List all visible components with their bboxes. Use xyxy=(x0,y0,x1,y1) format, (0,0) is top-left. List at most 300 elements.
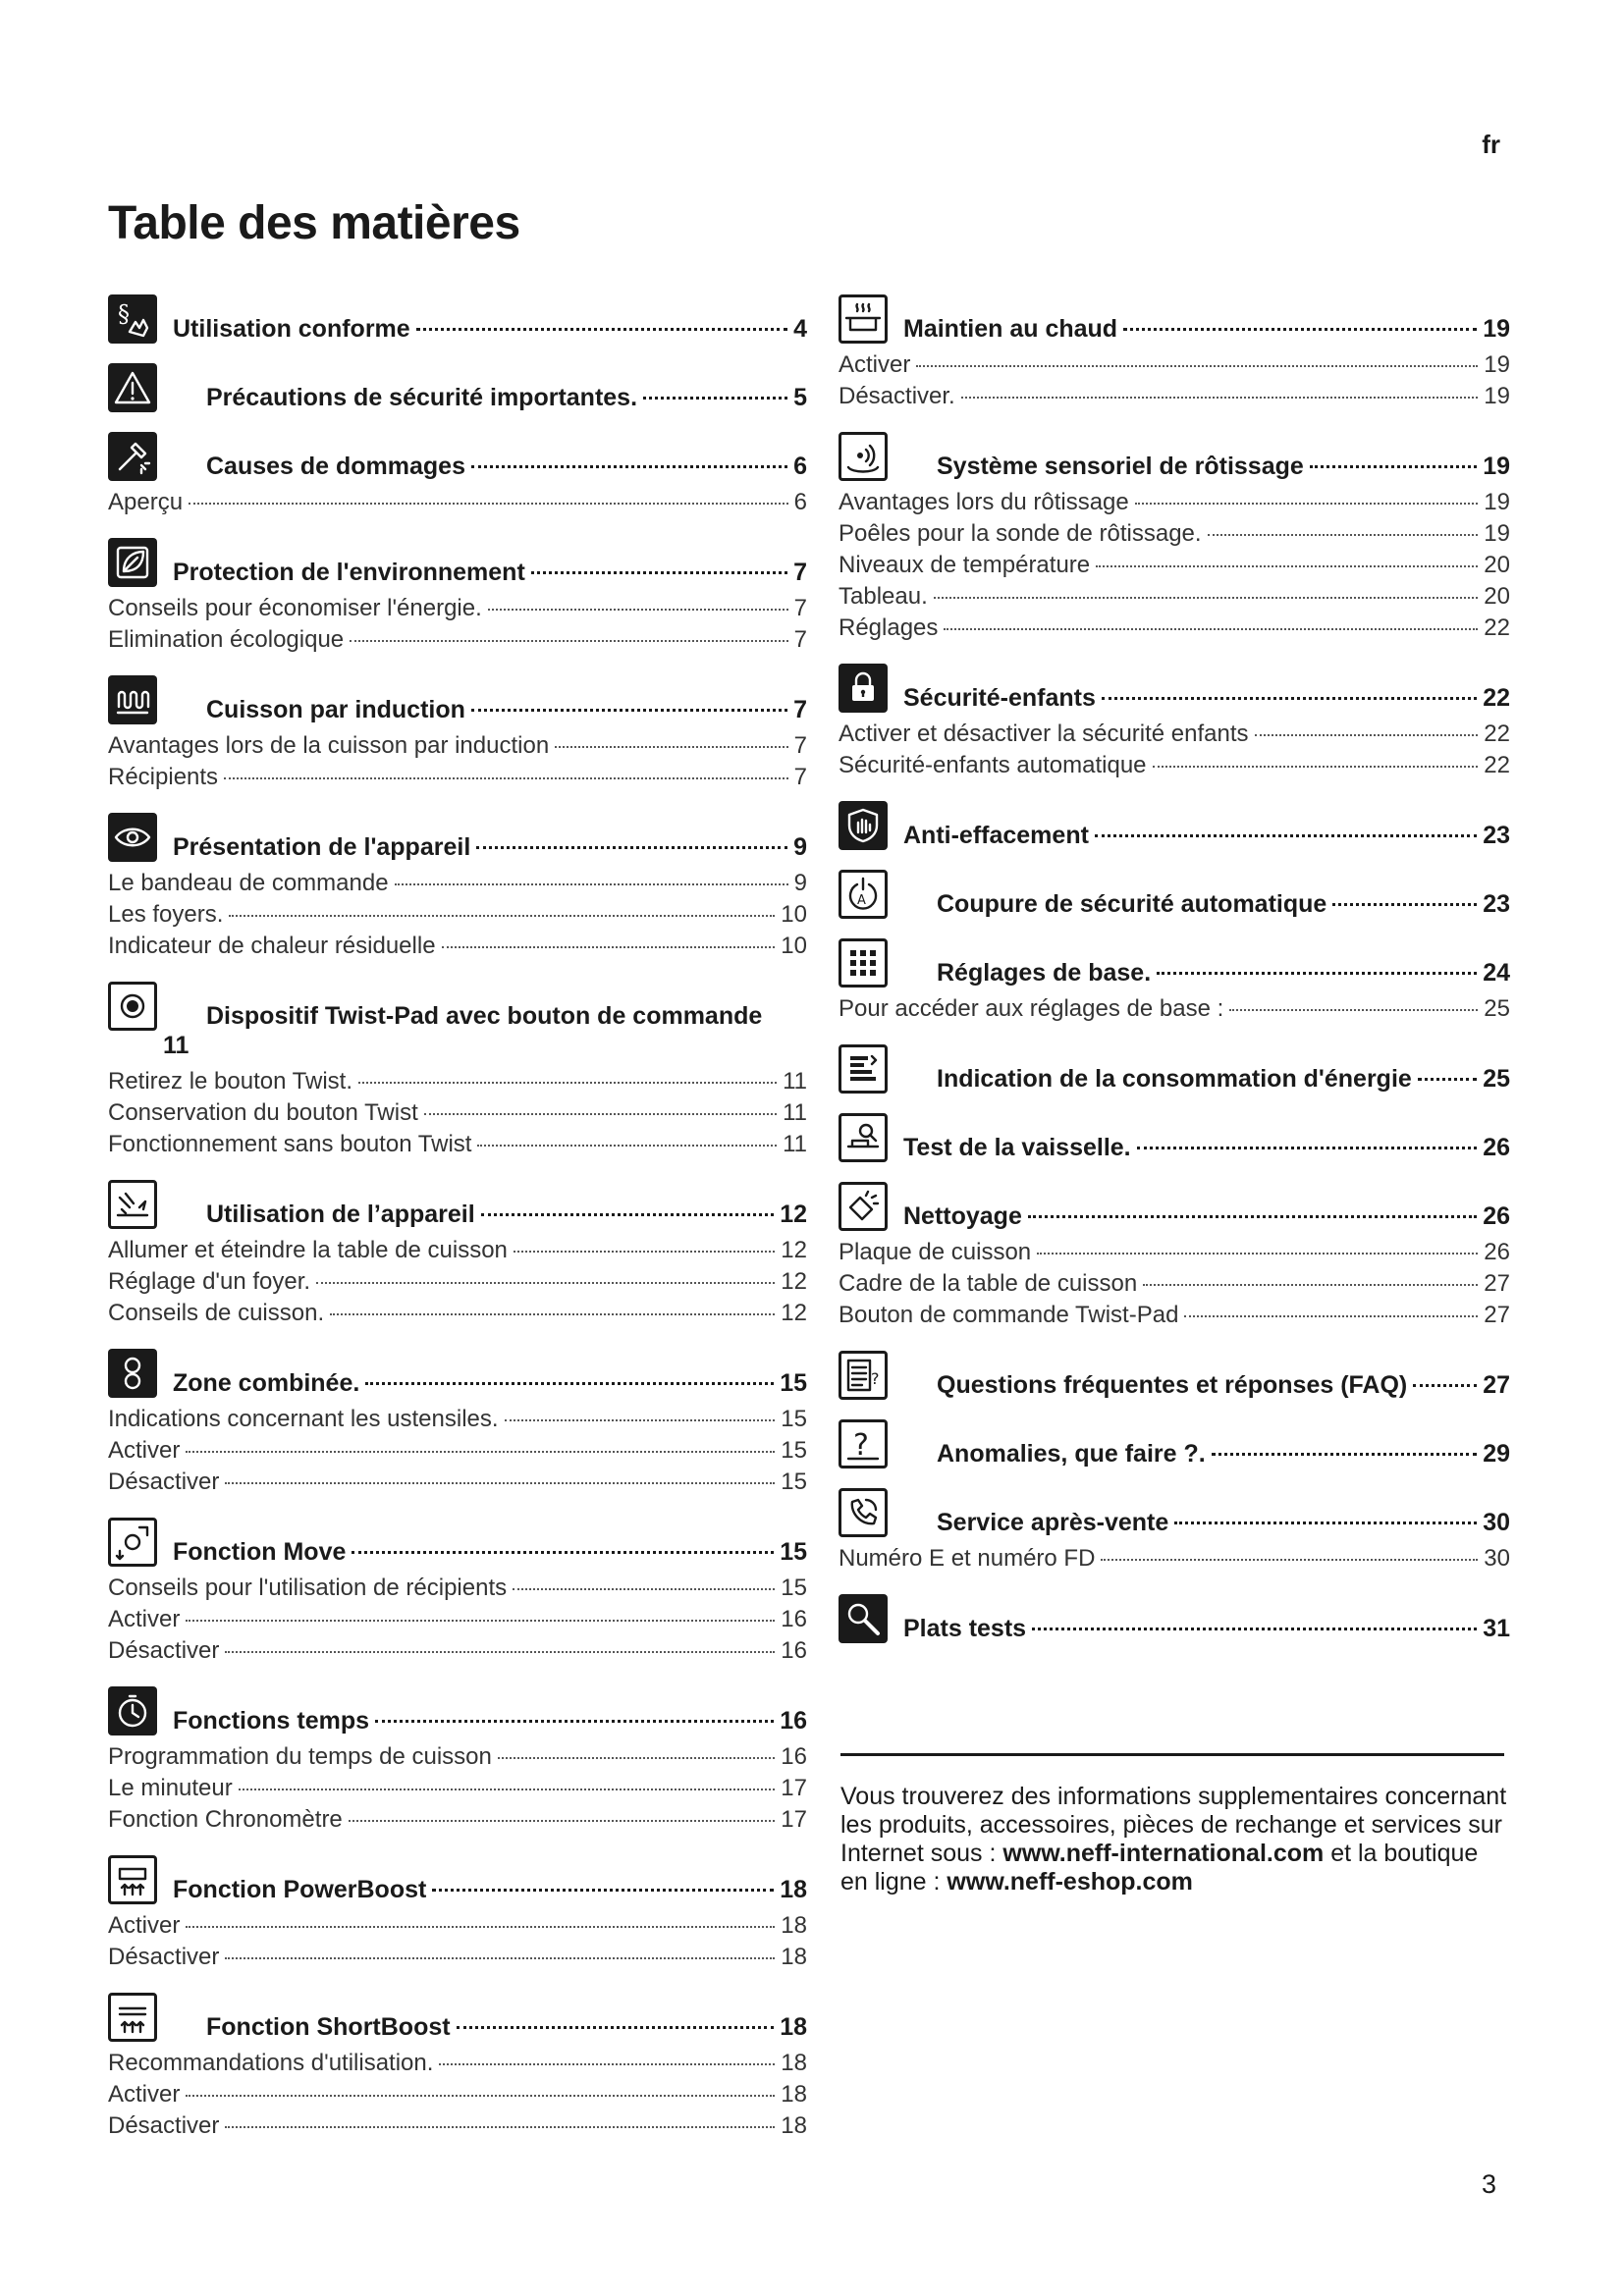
toc-heading xyxy=(173,1875,807,1904)
toc-sub-entry[interactable] xyxy=(108,1604,807,1635)
dot-leader xyxy=(1413,1384,1477,1387)
toc-sub-label: Activer xyxy=(108,1606,181,1632)
toc-heading xyxy=(903,314,1510,344)
toc-sub-page: 11 xyxy=(783,1099,807,1126)
toc-heading-page: 4 xyxy=(793,315,807,343)
toc-sub-page: 18 xyxy=(781,2081,807,2108)
dot-leader xyxy=(225,1651,775,1653)
dot-leader xyxy=(225,1482,775,1484)
toc-heading xyxy=(937,1439,1510,1468)
dot-leader xyxy=(514,1251,775,1253)
toc-heading-row[interactable] xyxy=(839,870,1510,919)
toc-sub-page: 17 xyxy=(781,1775,807,1801)
dot-leader xyxy=(189,503,788,505)
dot-leader xyxy=(1418,1078,1477,1081)
toc-section-zone-combinee xyxy=(108,1349,807,1498)
toc-sub-label: Conservation du bouton Twist xyxy=(108,1099,418,1126)
dot-leader xyxy=(944,628,1478,630)
toc-sub-entry[interactable] xyxy=(108,899,807,931)
toc-sub-entry[interactable] xyxy=(108,1404,807,1435)
toc-sub-entry[interactable] xyxy=(839,750,1510,781)
dot-leader xyxy=(1101,1559,1478,1561)
toc-heading-title: Utilisation de l’appareil xyxy=(206,1201,475,1228)
svg-text:?: ? xyxy=(853,1428,869,1463)
toc-heading-title: Présentation de l'appareil xyxy=(173,833,471,861)
toc-sub-label: Programmation du temps de cuisson xyxy=(108,1743,492,1770)
toc-heading-page: 15 xyxy=(780,1369,807,1397)
toc-heading-row[interactable] xyxy=(108,982,807,1031)
toc-sub-entry[interactable] xyxy=(839,349,1510,381)
toc-sub-label: Fonction Chronomètre xyxy=(108,1806,343,1833)
shortboost-icon xyxy=(108,1993,157,2042)
toc-sub-page: 18 xyxy=(781,1912,807,1939)
info-text-2: et la boutique en ligne : xyxy=(840,1840,1479,1896)
dot-leader xyxy=(471,465,787,468)
toc-heading-page: 26 xyxy=(1483,1202,1510,1230)
dot-leader xyxy=(352,1551,774,1554)
toc-section-test-de-la-vaisselle xyxy=(839,1113,1510,1162)
toc-section-service-apres-vente xyxy=(839,1488,1510,1575)
toc-heading xyxy=(173,314,807,344)
toc-heading-title: Fonction Move xyxy=(173,1538,347,1566)
dot-leader xyxy=(416,328,787,331)
dot-leader xyxy=(1229,1009,1478,1011)
toc-sub-entry[interactable] xyxy=(839,487,1510,518)
toc-section-plats-tests xyxy=(839,1594,1510,1643)
toc-sub-page: 16 xyxy=(781,1606,807,1632)
toc-section-nettoyage xyxy=(839,1182,1510,1331)
toc-heading-title: Service après-vente xyxy=(937,1509,1169,1536)
toc-heading-title: Anomalies, que faire ?. xyxy=(937,1440,1206,1468)
toc-heading-title: Causes de dommages xyxy=(206,453,465,480)
telephone-icon xyxy=(839,1488,888,1537)
toc-sub-entry[interactable] xyxy=(839,1237,1510,1268)
toc-heading xyxy=(173,832,807,862)
toc-sub-label: Pour accéder aux réglages de base : xyxy=(839,995,1224,1022)
toc-sub-label: Désactiver xyxy=(108,1637,220,1664)
toc-sub-page: 18 xyxy=(781,1944,807,1970)
toc-sub-page: 15 xyxy=(781,1575,807,1601)
toc-sub-entry[interactable] xyxy=(108,2048,807,2079)
toc-heading-row[interactable] xyxy=(108,432,807,481)
toc-sub-list xyxy=(839,1237,1510,1331)
dot-leader xyxy=(186,1451,775,1453)
toc-heading-title: Fonctions temps xyxy=(173,1707,370,1735)
toc-heading-row[interactable] xyxy=(108,1855,807,1904)
toc-heading-row[interactable] xyxy=(839,1594,1510,1643)
toc-heading-row[interactable] xyxy=(839,432,1510,481)
toc-section-maintien-au-chaud xyxy=(839,294,1510,412)
info-paragraph xyxy=(840,1783,1508,1896)
toc-sub-label: Cadre de la table de cuisson xyxy=(839,1270,1138,1297)
toc-heading-page: 6 xyxy=(793,453,807,480)
dot-leader xyxy=(330,1313,775,1315)
toc-sub-entry[interactable] xyxy=(108,1298,807,1329)
dot-leader xyxy=(471,709,787,712)
toc-sub-entry[interactable] xyxy=(839,518,1510,550)
toc-heading-row[interactable] xyxy=(839,1044,1510,1094)
toc-heading-page: 5 xyxy=(793,384,807,411)
toc-heading xyxy=(173,1537,807,1567)
toc-sub-list xyxy=(108,593,807,656)
toc-heading-row[interactable] xyxy=(108,1349,807,1398)
toc-sub-page: 7 xyxy=(793,764,807,790)
settings-grid-icon xyxy=(839,938,888,988)
leaf-icon xyxy=(108,538,157,587)
dot-leader xyxy=(1255,734,1479,736)
dot-leader xyxy=(316,1282,775,1284)
toc-sub-entry[interactable] xyxy=(839,550,1510,581)
toc-sub-entry[interactable] xyxy=(839,581,1510,613)
toc-sub-page: 12 xyxy=(781,1237,807,1263)
dot-leader xyxy=(186,2095,775,2097)
toc-heading-title: Questions fréquentes et réponses (FAQ) xyxy=(937,1371,1408,1399)
divider-rule xyxy=(840,1753,1504,1756)
toc-heading-title: Réglages de base. xyxy=(937,959,1152,987)
toc-sub-label: Indicateur de chaleur résiduelle xyxy=(108,933,436,959)
toc-sub-page: 25 xyxy=(1484,995,1510,1022)
dot-leader xyxy=(432,1889,774,1892)
stopwatch-icon xyxy=(108,1686,157,1735)
toc-sub-entry[interactable] xyxy=(108,931,807,962)
toc-sub-page: 27 xyxy=(1484,1302,1510,1328)
toc-sub-list xyxy=(839,349,1510,412)
twist-pad-icon xyxy=(108,982,157,1031)
toc-section-securite-enfants xyxy=(839,664,1510,781)
dot-leader xyxy=(1153,766,1479,768)
toc-section-utilisation-conforme xyxy=(108,294,807,344)
toc-sub-list xyxy=(108,730,807,793)
toc-heading-row[interactable] xyxy=(108,813,807,862)
toc-sub-label: Activer xyxy=(108,1437,181,1464)
toc-section-fonction-shortboost xyxy=(108,1993,807,2142)
padlock-icon xyxy=(839,664,888,713)
toc-sub-entry[interactable] xyxy=(108,1066,807,1097)
toc-sub-page: 19 xyxy=(1484,351,1510,378)
toc-section-anomalies-que-faire xyxy=(839,1419,1510,1468)
toc-heading-row[interactable] xyxy=(839,664,1510,713)
toc-sub-entry[interactable] xyxy=(108,1741,807,1773)
toc-sub-label: Conseils pour l'utilisation de récipients xyxy=(108,1575,508,1601)
toc-sub-list xyxy=(108,487,807,518)
eye-icon xyxy=(108,813,157,862)
toc-heading xyxy=(937,452,1510,481)
dot-leader xyxy=(424,1113,777,1115)
toc-sub-list xyxy=(108,1573,807,1667)
toc-sub-label: Niveaux de température xyxy=(839,552,1091,578)
dot-leader xyxy=(350,640,787,642)
toc-section-protection-de-l-environnement xyxy=(108,538,807,656)
toc-heading-title: Protection de l'environnement xyxy=(173,559,525,586)
toc-heading-row[interactable] xyxy=(839,1351,1510,1400)
toc-section-systeme-sensoriel-de-rotissage xyxy=(839,432,1510,644)
toc-heading-page: 31 xyxy=(1483,1615,1510,1642)
toc-sub-entry[interactable] xyxy=(839,381,1510,412)
toc-sub-entry[interactable] xyxy=(839,993,1510,1025)
toc-heading-title: Coupure de sécurité automatique xyxy=(937,890,1327,918)
toc-sub-entry[interactable] xyxy=(839,719,1510,750)
toc-heading xyxy=(937,1508,1510,1537)
toc-sub-label: Bouton de commande Twist-Pad xyxy=(839,1302,1179,1328)
question-mark-icon xyxy=(839,1419,888,1468)
toc-sub-label: Avantages lors du rôtissage xyxy=(839,489,1129,515)
toc-heading-page: 27 xyxy=(1483,1371,1510,1399)
toc-heading-row[interactable] xyxy=(839,294,1510,344)
page-title: Table des matières xyxy=(108,197,520,249)
toc-sub-label: Conseils de cuisson. xyxy=(108,1300,325,1326)
toc-heading-row[interactable] xyxy=(108,363,807,412)
toc-sub-page: 15 xyxy=(781,1468,807,1495)
toc-sub-page: 20 xyxy=(1484,583,1510,610)
dot-leader xyxy=(1174,1522,1477,1524)
dot-leader xyxy=(481,1213,775,1216)
toc-sub-entry[interactable] xyxy=(108,593,807,624)
toc-sub-list xyxy=(108,1910,807,1973)
dot-leader xyxy=(498,1757,775,1759)
toc-sub-list xyxy=(839,719,1510,781)
toc-heading-title: Test de la vaisselle. xyxy=(903,1134,1131,1161)
svg-text:§: § xyxy=(118,300,130,328)
toc-heading-row[interactable] xyxy=(108,675,807,724)
page-number: 3 xyxy=(1481,2169,1496,2199)
toc-sub-label: Elimination écologique xyxy=(108,626,345,653)
toc-heading xyxy=(206,452,807,481)
toc-sub-label: Recommandations d'utilisation. xyxy=(108,2050,434,2076)
toc-heading-title: Utilisation conforme xyxy=(173,315,410,343)
toc-sub-list xyxy=(108,1741,807,1836)
toc-heading-page: 26 xyxy=(1483,1134,1510,1161)
language-code: fr xyxy=(1482,130,1500,159)
dot-leader xyxy=(555,746,787,748)
toc-section-coupure-de-securite-automatique xyxy=(839,870,1510,919)
toc-heading-title: Sécurité-enfants xyxy=(903,684,1096,712)
dot-leader xyxy=(1184,1315,1478,1317)
toc-heading-row[interactable] xyxy=(839,801,1510,850)
dot-leader xyxy=(505,1419,776,1421)
toc-sub-entry[interactable] xyxy=(108,1804,807,1836)
toc-sub-page: 11 xyxy=(783,1131,807,1157)
toc-sub-page: 16 xyxy=(781,1743,807,1770)
combined-zone-icon xyxy=(108,1349,157,1398)
dot-leader xyxy=(457,2026,775,2029)
toc-heading-row[interactable] xyxy=(108,294,807,344)
dot-leader xyxy=(365,1382,774,1385)
toc-heading xyxy=(903,1133,1510,1162)
toc-sub-list xyxy=(108,1235,807,1329)
dot-leader xyxy=(439,2063,775,2065)
toc-sub-page: 15 xyxy=(781,1437,807,1464)
toc-heading-row[interactable] xyxy=(839,1488,1510,1537)
hammer-impact-icon xyxy=(108,432,157,481)
toc-heading-title: Plats tests xyxy=(903,1615,1027,1642)
toc-section-utilisation-de-l-appareil xyxy=(108,1180,807,1329)
toc-sub-entry[interactable] xyxy=(108,762,807,793)
dot-leader xyxy=(961,397,1479,399)
info-link-international[interactable]: www.neff-international.com xyxy=(1002,1840,1325,1867)
toc-heading xyxy=(206,1200,807,1229)
dot-leader xyxy=(513,1588,775,1590)
toc-heading-row[interactable] xyxy=(839,1182,1510,1231)
toc-section-questions-frequentes-et-reponses-faq xyxy=(839,1351,1510,1400)
dot-leader xyxy=(1135,503,1479,505)
toc-sub-entry[interactable] xyxy=(108,1635,807,1667)
toc-sub-entry[interactable] xyxy=(108,1773,807,1804)
toc-sub-label: Les foyers. xyxy=(108,901,224,928)
toc-sub-page: 10 xyxy=(781,901,807,928)
toc-heading-row[interactable] xyxy=(839,938,1510,988)
toc-sub-label: Avantages lors de la cuisson par induction xyxy=(108,732,550,759)
toc-sub-page: 18 xyxy=(781,2112,807,2139)
dot-leader xyxy=(395,883,788,885)
wipe-protection-icon xyxy=(839,801,888,850)
toc-heading-page: 22 xyxy=(1483,684,1510,712)
dot-leader xyxy=(225,1957,775,1959)
toc-sub-entry[interactable] xyxy=(108,1573,807,1604)
info-text-1: Vous trouverez des informations supplementaires concernant les produits, accessoires, pièces de rechange et services sur Internet sous : xyxy=(840,1783,1507,1867)
dot-leader xyxy=(916,365,1478,367)
warning-triangle-icon xyxy=(108,363,157,412)
toc-heading-title: Cuisson par induction xyxy=(206,696,465,723)
dot-leader xyxy=(643,397,787,400)
toc-heading-title: Zone combinée. xyxy=(173,1369,360,1397)
toc-sub-page: 7 xyxy=(793,595,807,621)
toc-sub-page: 18 xyxy=(781,2050,807,2076)
toc-sub-entry[interactable] xyxy=(108,487,807,518)
dot-leader xyxy=(229,915,775,917)
toc-heading-row[interactable] xyxy=(108,1993,807,2042)
dot-leader xyxy=(476,846,787,849)
toc-sub-entry[interactable] xyxy=(108,2110,807,2142)
toc-sub-entry[interactable] xyxy=(839,1300,1510,1331)
faq-list-icon xyxy=(839,1351,888,1400)
toc-sub-page: 7 xyxy=(793,626,807,653)
dot-leader xyxy=(1212,1453,1478,1456)
toc-sub-page: 19 xyxy=(1484,520,1510,547)
dot-leader xyxy=(1208,534,1479,536)
toc-sub-entry[interactable] xyxy=(839,613,1510,644)
auto-power-off-icon xyxy=(839,870,888,919)
svg-text:?: ? xyxy=(871,1369,880,1388)
toc-sub-label: Aperçu xyxy=(108,489,184,515)
toc-heading xyxy=(173,1706,807,1735)
toc-section-dispositif-twist-pad-avec-bouton-de-commande xyxy=(108,982,807,1160)
toc-sub-label: Activer et désactiver la sécurité enfants xyxy=(839,721,1249,747)
toc-sub-label: Réglage d'un foyer. xyxy=(108,1268,311,1295)
toc-sub-label: Activer xyxy=(108,2081,181,2108)
toc-sub-label: Numéro E et numéro FD xyxy=(839,1545,1096,1572)
toc-sub-label: Indications concernant les ustensiles. xyxy=(108,1406,499,1432)
toc-heading-row[interactable] xyxy=(108,1518,807,1567)
dot-leader xyxy=(1032,1628,1477,1630)
move-arrows-icon xyxy=(108,1518,157,1567)
toc-sub-label: Fonctionnement sans bouton Twist xyxy=(108,1131,472,1157)
toc-heading-row[interactable] xyxy=(839,1419,1510,1468)
toc-heading-page: 30 xyxy=(1483,1509,1510,1536)
toc-heading-row[interactable] xyxy=(839,1113,1510,1162)
toc-sub-entry[interactable] xyxy=(108,1235,807,1266)
dot-leader xyxy=(1095,834,1477,837)
dot-leader xyxy=(1332,903,1477,906)
toc-sub-page: 15 xyxy=(781,1406,807,1432)
cookware-test-icon xyxy=(839,1113,888,1162)
toc-sub-entry[interactable] xyxy=(839,1543,1510,1575)
toc-heading-row[interactable] xyxy=(108,1686,807,1735)
toc-sub-entry[interactable] xyxy=(108,1266,807,1298)
toc-sub-page: 10 xyxy=(781,933,807,959)
toc-sub-page: 22 xyxy=(1484,721,1510,747)
dot-leader xyxy=(934,597,1479,599)
toc-heading-page: 19 xyxy=(1483,453,1510,480)
toc-heading xyxy=(903,1201,1510,1231)
toc-sub-page: 9 xyxy=(793,870,807,896)
toc-sub-page: 6 xyxy=(793,489,807,515)
toc-sub-entry[interactable] xyxy=(108,730,807,762)
toc-sub-page: 12 xyxy=(781,1268,807,1295)
toc-sub-list xyxy=(108,1066,807,1160)
svg-text:A: A xyxy=(857,893,866,908)
toc-heading-page: 19 xyxy=(1483,315,1510,343)
frying-sensor-icon xyxy=(839,432,888,481)
toc-heading xyxy=(206,695,807,724)
info-link-eshop[interactable]: www.neff-eshop.com xyxy=(947,1868,1193,1896)
toc-sub-label: Plaque de cuisson xyxy=(839,1239,1032,1265)
toc-heading-page: 18 xyxy=(780,1876,807,1903)
dot-leader xyxy=(477,1145,777,1147)
toc-heading-page: 7 xyxy=(793,696,807,723)
dot-leader xyxy=(1123,328,1477,331)
toc-heading-title: Nettoyage xyxy=(903,1202,1022,1230)
toc-heading xyxy=(206,383,807,412)
toc-heading-page: 15 xyxy=(780,1538,807,1566)
toc-section-fonction-powerboost xyxy=(108,1855,807,1973)
toc-heading xyxy=(903,821,1510,850)
toc-heading-row[interactable] xyxy=(108,1180,807,1229)
toc-sub-entry[interactable] xyxy=(108,868,807,899)
dot-leader xyxy=(186,1620,775,1622)
toc-sub-entry[interactable] xyxy=(108,1097,807,1129)
toc-sub-label: Conseils pour économiser l'énergie. xyxy=(108,595,482,621)
dot-leader xyxy=(349,1820,776,1822)
toc-heading-row[interactable] xyxy=(108,538,807,587)
toc-sub-entry[interactable] xyxy=(108,1129,807,1160)
toc-sub-label: Tableau. xyxy=(839,583,928,610)
toc-sub-entry[interactable] xyxy=(108,1910,807,1942)
toc-heading-title: Précautions de sécurité importantes. xyxy=(206,384,638,411)
toc-heading xyxy=(903,683,1510,713)
toc-sub-entry[interactable] xyxy=(108,1942,807,1973)
energy-bars-icon xyxy=(839,1044,888,1094)
toc-heading xyxy=(173,1368,807,1398)
toc-sub-entry[interactable] xyxy=(108,2079,807,2110)
toc-heading-page: 29 xyxy=(1483,1440,1510,1468)
toc-heading-title: Anti-effacement xyxy=(903,822,1089,849)
toc-sub-entry[interactable] xyxy=(108,1435,807,1467)
toc-heading-page: 12 xyxy=(780,1201,807,1228)
toc-sub-list xyxy=(839,1543,1510,1575)
toc-sub-page: 17 xyxy=(781,1806,807,1833)
dot-leader xyxy=(1157,972,1477,975)
toc-heading-title: Maintien au chaud xyxy=(903,315,1118,343)
toc-sub-label: Retirez le bouton Twist. xyxy=(108,1068,353,1095)
toc-sub-entry[interactable] xyxy=(108,624,807,656)
toc-section-presentation-de-l-appareil xyxy=(108,813,807,962)
toc-sub-list xyxy=(108,1404,807,1498)
toc-sub-entry[interactable] xyxy=(108,1467,807,1498)
keep-warm-pot-icon xyxy=(839,294,888,344)
toc-section-fonctions-temps xyxy=(108,1686,807,1836)
toc-heading-page: 18 xyxy=(780,2013,807,2041)
toc-sub-entry[interactable] xyxy=(839,1268,1510,1300)
